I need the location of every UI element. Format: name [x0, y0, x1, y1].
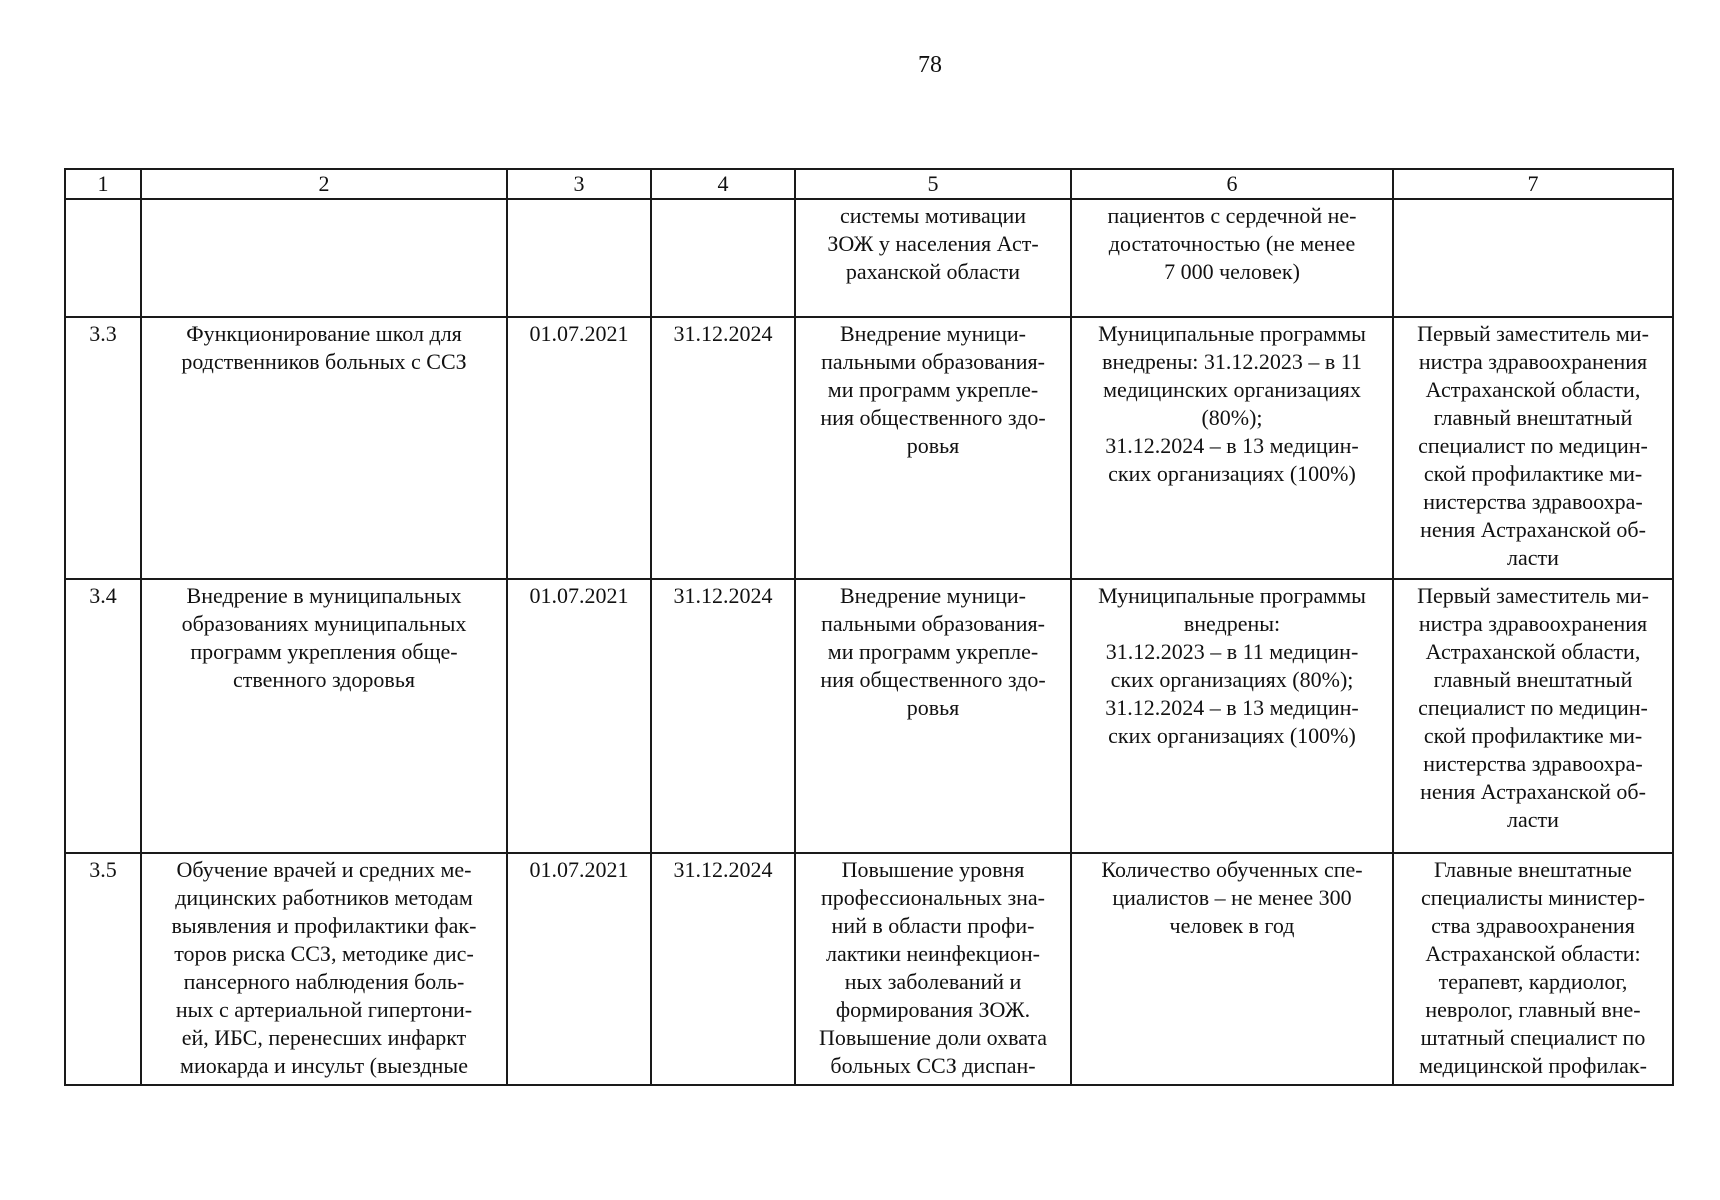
cell-line: специалист по медицин-: [1418, 433, 1648, 458]
cell-line: главный внештатный: [1433, 405, 1633, 430]
cell-line: человек в год: [1169, 913, 1295, 938]
cell-line: ных с артериальной гипертони-: [175, 997, 473, 1022]
cell-line: главный внештатный: [1433, 667, 1633, 692]
indicator-cell: [1071, 853, 1393, 1085]
cell-line: ских организациях (100%): [1108, 723, 1356, 748]
cell-line: нения Астраханской об-: [1420, 517, 1646, 542]
cell-line: ми программ укрепле-: [827, 639, 1039, 664]
end-date-cell: 31.12.2024: [651, 317, 795, 579]
cell-line: Повышение доли охвата: [818, 1025, 1048, 1050]
end-date-cell: 31.12.2024: [651, 853, 795, 1085]
cell-line: ных заболеваний и: [844, 969, 1022, 994]
cell-line: ласти: [1507, 807, 1559, 832]
cell-line: Внедрение в муниципальных: [186, 583, 462, 608]
cell-line: нистерства здравоохра-: [1423, 489, 1643, 514]
row-number-cell: 3.3: [65, 317, 141, 579]
table-row: [65, 579, 1673, 853]
cell-line: ний в области профи-: [831, 913, 1035, 938]
responsible-cell: [1393, 853, 1673, 1085]
indicator-cell: [1071, 199, 1393, 317]
cell-line: ровья: [906, 695, 960, 720]
result-cell: [795, 853, 1071, 1085]
cell-line: специалист по медицин-: [1418, 695, 1648, 720]
cell-line: терапевт, кардиолог,: [1438, 969, 1628, 994]
table-row: [65, 317, 1673, 579]
row-number-cell: 3.5: [65, 853, 141, 1085]
measure-name-cell: [141, 579, 507, 853]
cell-line: штатный специалист по: [1420, 1025, 1646, 1050]
cell-line: Количество обученных спе-: [1101, 857, 1363, 882]
cell-line: Астраханской области,: [1425, 377, 1641, 402]
result-cell: [795, 317, 1071, 579]
cell-line: ровья: [906, 433, 960, 458]
end-date-cell: [651, 199, 795, 317]
header-cell: 1: [65, 169, 141, 199]
end-date-cell: 31.12.2024: [651, 579, 795, 853]
cell-line: Внедрение муници-: [839, 321, 1027, 346]
cell-line: 7 000 человек): [1164, 259, 1300, 284]
cell-line: выявления и профилактики фак-: [171, 913, 477, 938]
start-date-cell: 01.07.2021: [507, 579, 651, 853]
start-date-cell: 01.07.2021: [507, 317, 651, 579]
header-cell: 4: [651, 169, 795, 199]
cell-line: нистра здравоохранения: [1418, 611, 1648, 636]
cell-line: ей, ИБС, перенесших инфаркт: [181, 1025, 467, 1050]
cell-line: Первый заместитель ми-: [1417, 321, 1649, 346]
header-cell: 6: [1071, 169, 1393, 199]
cell-line: ственного здоровья: [233, 667, 415, 692]
cell-line: ЗОЖ у населения Аст-: [827, 231, 1039, 256]
measure-name-cell: [141, 853, 507, 1085]
start-date-cell: 01.07.2021: [507, 853, 651, 1085]
cell-line: Муниципальные программы: [1098, 321, 1366, 346]
cell-line: нистерства здравоохра-: [1423, 751, 1643, 776]
cell-line: Астраханской области,: [1425, 639, 1641, 664]
cell-line: ской профилактике ми-: [1423, 723, 1643, 748]
result-cell: [795, 579, 1071, 853]
cell-line: дицинских работников методам: [175, 885, 473, 910]
cell-line: (80%);: [1201, 405, 1263, 430]
measure-name-cell: [141, 317, 507, 579]
cell-line: специалисты министер-: [1421, 885, 1645, 910]
cell-line: ских организациях (100%): [1108, 461, 1356, 486]
cell-line: программ укрепления обще-: [190, 639, 458, 664]
cell-line: ния общественного здо-: [820, 405, 1046, 430]
row-number-cell: 3.4: [65, 579, 141, 853]
cell-line: пансерного наблюдения боль-: [183, 969, 465, 994]
responsible-cell: [1393, 579, 1673, 853]
cell-line: нистра здравоохранения: [1418, 349, 1648, 374]
cell-line: профессиональных зна-: [821, 885, 1045, 910]
cell-line: пальными образования-: [821, 611, 1045, 636]
cell-line: невролог, главный вне-: [1425, 997, 1641, 1022]
header-cell: 2: [141, 169, 507, 199]
cell-line: системы мотивации: [839, 203, 1027, 228]
cell-line: ства здравоохранения: [1431, 913, 1635, 938]
cell-line: ми программ укрепле-: [827, 377, 1039, 402]
cell-line: 31.12.2024 – в 13 медицин-: [1105, 433, 1359, 458]
cell-line: формирования ЗОЖ.: [835, 997, 1031, 1022]
header-row: [65, 169, 1673, 199]
cell-line: образованиях муниципальных: [181, 611, 467, 636]
responsible-cell: [1393, 199, 1673, 317]
cell-line: Внедрение муници-: [839, 583, 1027, 608]
cell-line: торов риска ССЗ, методике дис-: [174, 941, 474, 966]
indicator-cell: [1071, 579, 1393, 853]
cell-line: пациентов с сердечной не-: [1107, 203, 1357, 228]
cell-line: раханской области: [845, 259, 1021, 284]
header-cell: 5: [795, 169, 1071, 199]
start-date-cell: [507, 199, 651, 317]
cell-line: внедрены: 31.12.2023 – в 11: [1102, 349, 1362, 374]
cell-line: Астраханской области:: [1425, 941, 1641, 966]
cell-line: Обучение врачей и средних ме-: [176, 857, 472, 882]
cell-line: лактики неинфекцион-: [826, 941, 1040, 966]
header-cell: 7: [1393, 169, 1673, 199]
cell-line: ской профилактике ми-: [1423, 461, 1643, 486]
plan-table: [64, 168, 1674, 1086]
cell-line: Повышение уровня: [841, 857, 1025, 882]
indicator-cell: [1071, 317, 1393, 579]
responsible-cell: [1393, 317, 1673, 579]
cell-line: пальными образования-: [821, 349, 1045, 374]
cell-line: миокарда и инсульт (выездные: [180, 1053, 468, 1078]
cell-line: Первый заместитель ми-: [1417, 583, 1649, 608]
table-row: [65, 199, 1673, 317]
cell-line: ласти: [1507, 545, 1559, 570]
measure-name-cell: [141, 199, 507, 317]
page-number: 78: [918, 52, 942, 78]
cell-line: Муниципальные программы: [1098, 583, 1366, 608]
result-cell: [795, 199, 1071, 317]
cell-line: родственников больных с ССЗ: [181, 349, 467, 374]
cell-line: медицинских организациях: [1103, 377, 1361, 402]
table-row: [65, 853, 1673, 1085]
cell-line: нения Астраханской об-: [1420, 779, 1646, 804]
cell-line: ния общественного здо-: [820, 667, 1046, 692]
header-cell: 3: [507, 169, 651, 199]
cell-line: 31.12.2023 – в 11 медицин-: [1105, 639, 1359, 664]
row-number-cell: [65, 199, 141, 317]
cell-line: Функционирование школ для: [186, 321, 462, 346]
cell-line: медицинской профилак-: [1419, 1053, 1647, 1078]
cell-line: 31.12.2024 – в 13 медицин-: [1105, 695, 1359, 720]
cell-line: больных ССЗ диспан-: [830, 1053, 1036, 1078]
cell-line: внедрены:: [1183, 611, 1281, 636]
cell-line: ских организациях (80%);: [1110, 667, 1354, 692]
cell-line: Главные внештатные: [1434, 857, 1632, 882]
cell-line: достаточностью (не менее: [1108, 231, 1356, 256]
cell-line: циалистов – не менее 300: [1112, 885, 1352, 910]
